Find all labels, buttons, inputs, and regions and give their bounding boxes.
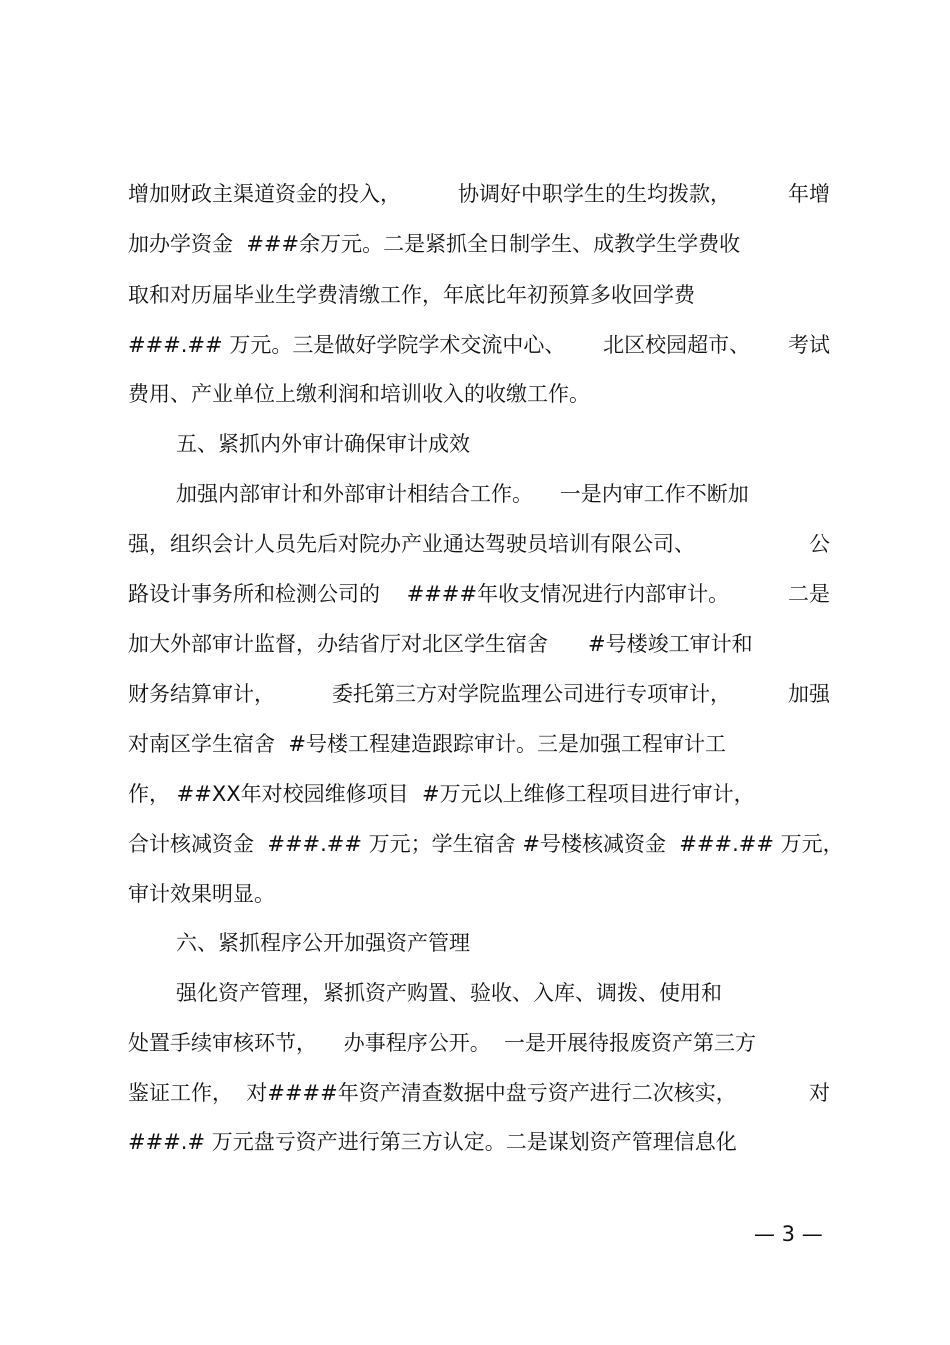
paragraph-line: 取和对历届毕业生学费清缴工作，年底比年初预算多收回学费: [128, 283, 695, 307]
paragraph-line: 作， ##XX年对校园维修项目 #万元以上维修工程项目进行审计，: [128, 782, 755, 806]
text-segment: 鉴证工作， 对####年资产清查数据中盘亏资产进行二次核实，: [128, 1081, 737, 1105]
paragraph-line: 加强内部审计和外部审计相结合工作。 一是内审工作不断加: [176, 482, 749, 506]
paragraph-line: [128, 180, 830, 208]
paragraph-line: [128, 530, 830, 558]
paragraph-line: [128, 830, 844, 858]
text-segment: 对: [809, 1081, 830, 1105]
paragraph-line: 处置手续审核环节， 办事程序公开。 一是开展待报废资产第三方: [128, 1031, 757, 1055]
text-segment: 合计核减资金 ###.## 万元；学生宿舍 #号楼核减资金 ###.## 万元，: [128, 832, 844, 856]
text-segment: 北区校园超市、: [603, 333, 751, 357]
text-segment: 二是: [788, 582, 830, 606]
text-segment: 强，组织会计人员先后对院办产业通达驾驶员培训有限公司、: [128, 532, 695, 556]
paragraph-line: 费用、产业单位上缴利润和培训收入的收缴工作。: [128, 382, 590, 406]
paragraph-line: [128, 1079, 830, 1107]
section-heading: 六、紧抓程序公开加强资产管理: [176, 931, 470, 955]
text-segment: 财务结算审计，: [128, 682, 275, 706]
paragraph-line: 强化资产管理，紧抓资产购置、验收、入库、调拨、使用和: [176, 981, 722, 1005]
section-heading: 五、紧抓内外审计确保审计成效: [176, 432, 470, 456]
text-segment: 增加财政主渠道资金的投入，: [128, 182, 401, 206]
paragraph-line: 加办学资金 ###余万元。二是紧抓全日制学生、成教学生学费收: [128, 232, 741, 256]
text-segment: 考试: [787, 333, 830, 357]
paragraph-line: 对南区学生宿舍 #号楼工程建造跟踪审计。三是加强工程审计工: [128, 732, 726, 756]
paragraph-line: [128, 580, 830, 608]
text-segment: 协调好中职学生的生均拨款，: [458, 182, 731, 206]
text-segment: 公: [809, 532, 830, 556]
paragraph-line: 审计效果明显。: [128, 882, 275, 906]
text-segment: 年增: [788, 182, 830, 206]
text-segment: ###.## 万元。三是做好学院学术交流中心、: [128, 333, 566, 357]
text-segment: 路设计事务所和检测公司的 ####年收支情况进行内部审计。: [128, 582, 730, 606]
paragraph-line: ###.# 万元盘亏资产进行第三方认定。二是谋划资产管理信息化: [128, 1130, 737, 1154]
paragraph-line: 加大外部审计监督，办结省厅对北区学生宿舍 #号楼竣工审计和: [128, 632, 753, 656]
paragraph-line: [128, 680, 830, 708]
text-segment: 委托第三方对学院监理公司进行专项审计，: [332, 682, 731, 706]
text-segment: 加强: [788, 682, 830, 706]
paragraph-line: [128, 331, 830, 359]
page-number: — 3 —: [754, 1222, 823, 1246]
